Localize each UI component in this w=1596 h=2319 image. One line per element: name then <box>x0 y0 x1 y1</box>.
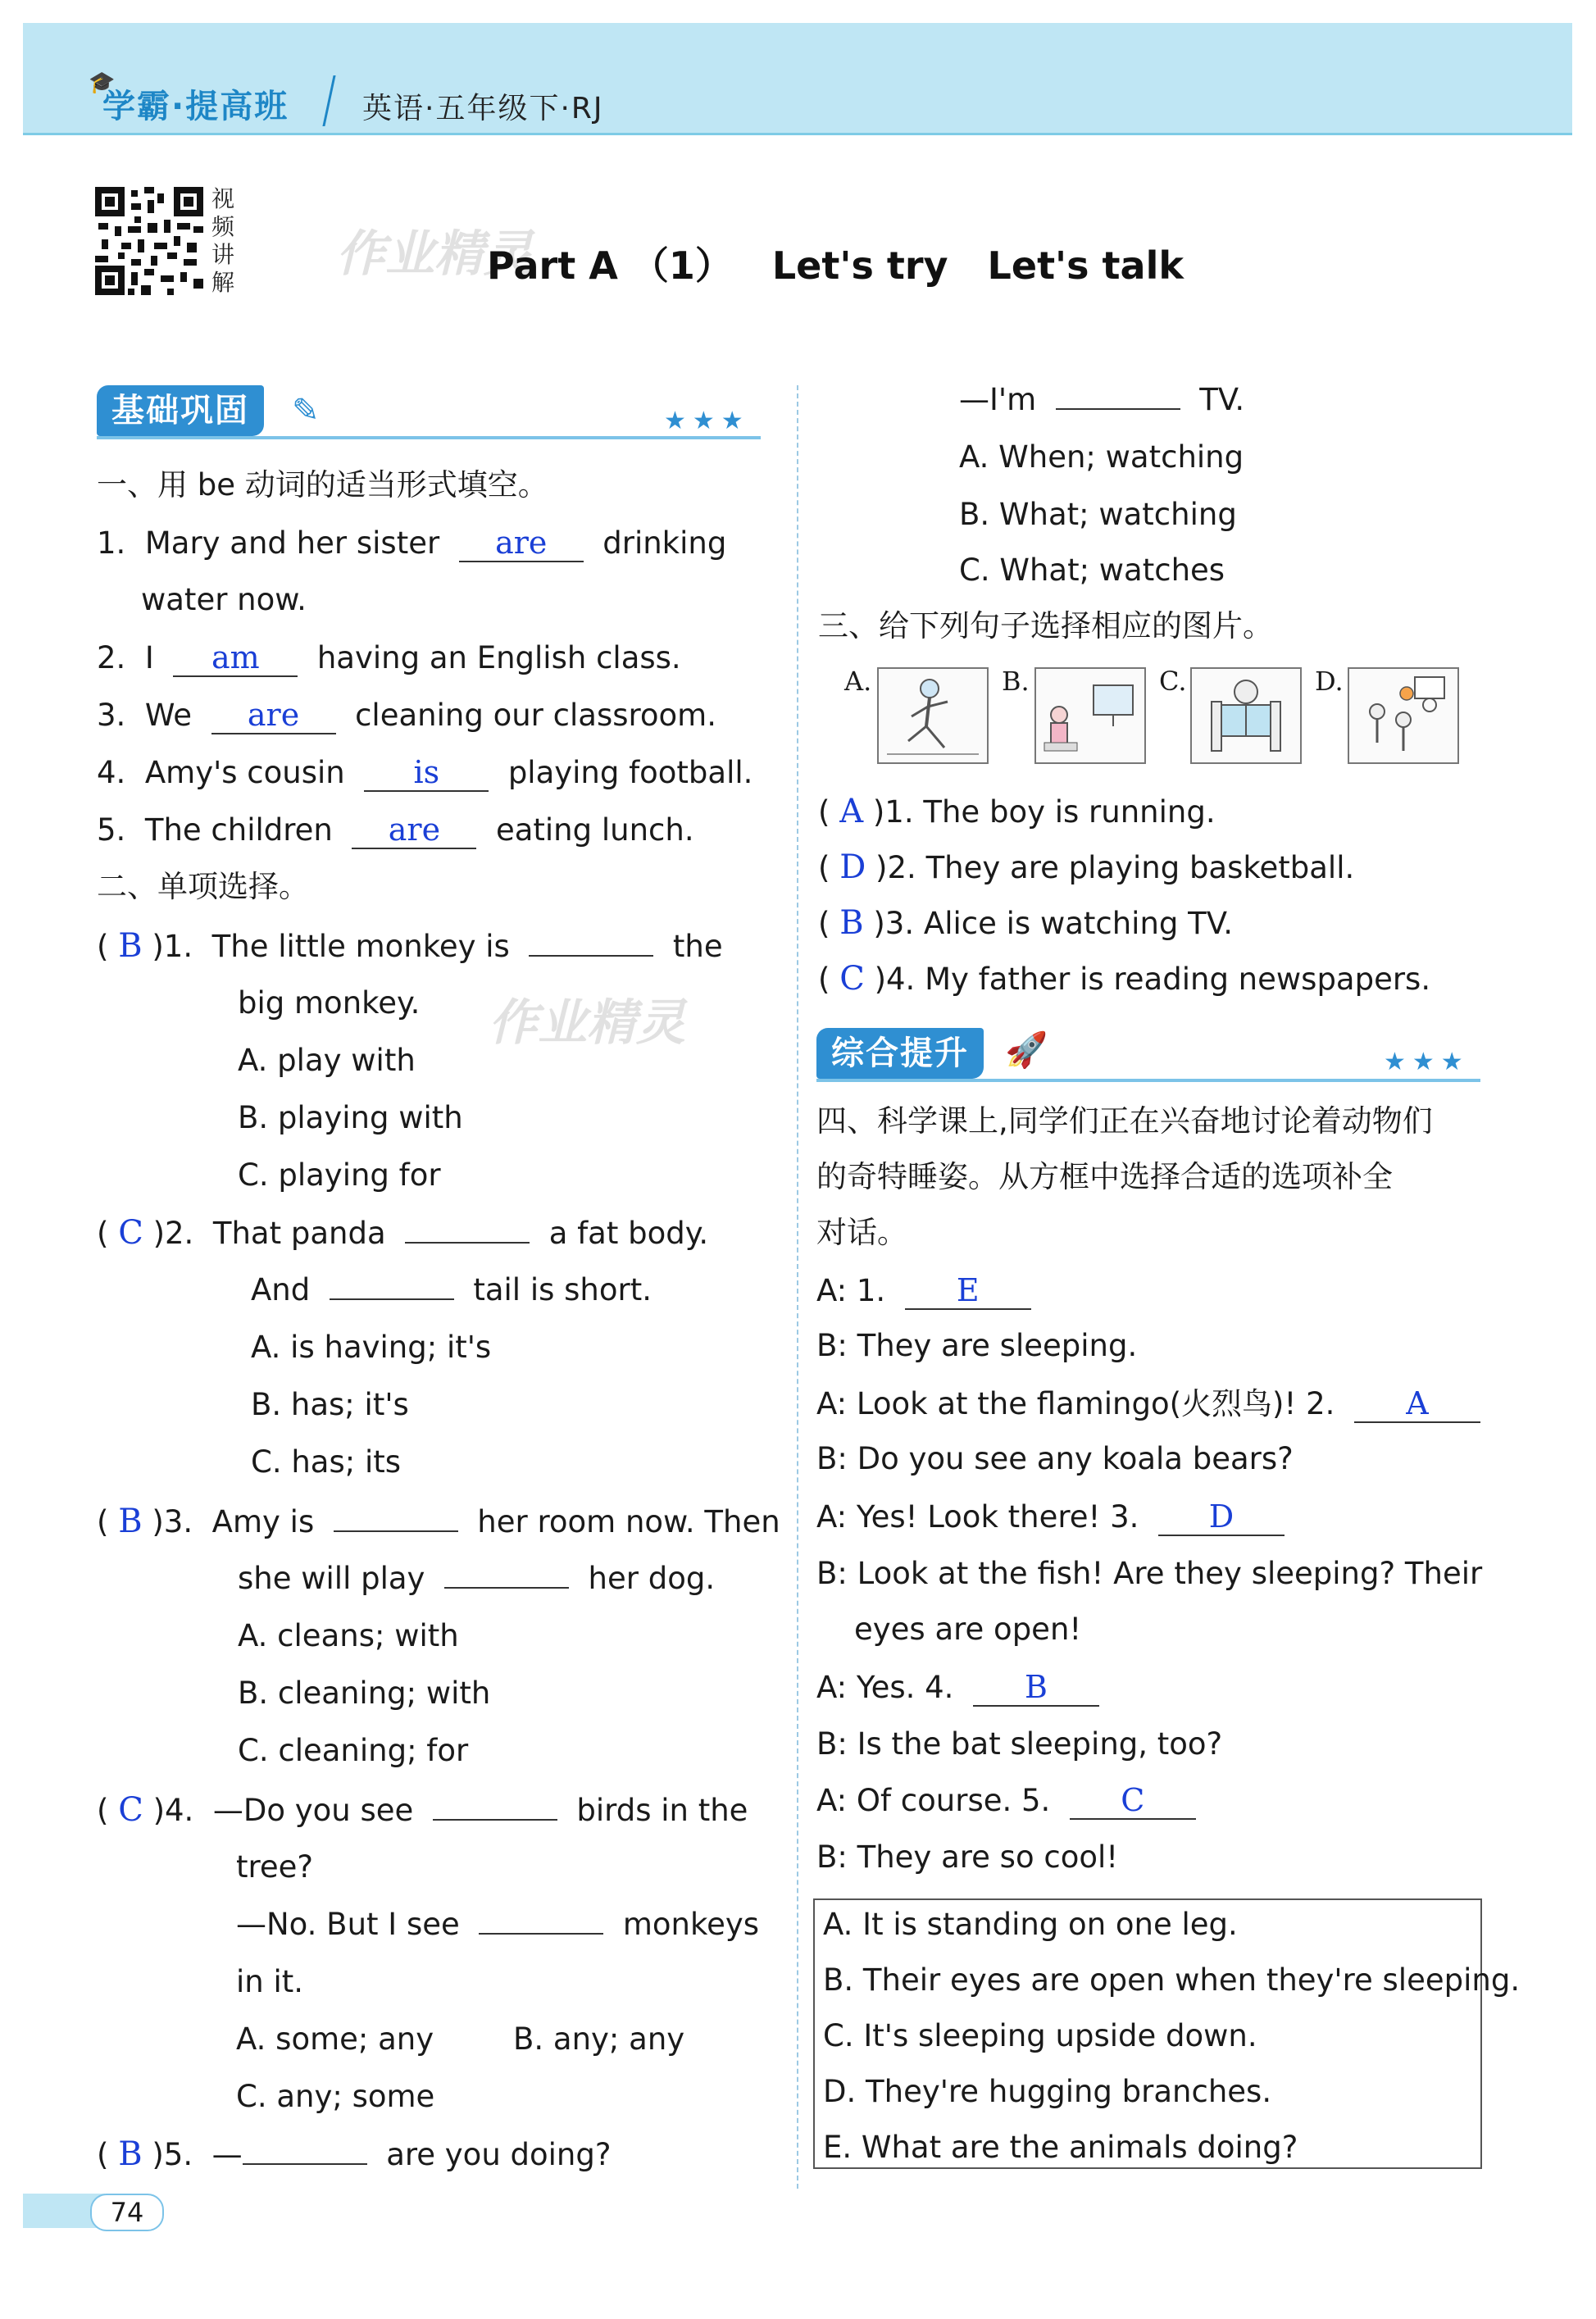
option-a[interactable]: A. play with <box>238 1043 416 1078</box>
item-text: Mary and her sister <box>144 525 440 561</box>
answer-blank[interactable]: are <box>352 812 476 849</box>
instruction-1: 一、用 be 动词的适当形式填空。 <box>97 467 548 502</box>
option-a[interactable]: A. When; watching <box>959 439 1244 475</box>
picture-watching-tv[interactable] <box>1034 667 1146 764</box>
mc-item-4: ( C )4. —Do you see birds in the <box>97 1791 748 1829</box>
answer-blank[interactable] <box>330 1298 454 1300</box>
option-c[interactable]: C. What; watches <box>959 552 1225 588</box>
option-c[interactable]: C. playing for <box>238 1157 441 1193</box>
option-c[interactable]: C. has; its <box>251 1444 402 1480</box>
item-text: her room now. Then <box>477 1504 780 1539</box>
match-item-3: ( B )3. Alice is watching TV. <box>818 904 1234 942</box>
answer-blank[interactable]: B <box>973 1669 1099 1707</box>
qr-caption: 视频讲解 <box>211 185 235 296</box>
option-a[interactable]: A. cleans; with <box>238 1618 459 1653</box>
dialog-line <box>816 1272 1031 1310</box>
item-text: The children <box>144 812 333 848</box>
fill-item-4 <box>97 754 753 792</box>
picture-running-boy[interactable] <box>877 667 989 764</box>
option-b[interactable]: B. cleaning; with <box>238 1676 491 1711</box>
item-text: And <box>251 1272 311 1307</box>
instruction-3: 三、给下列句子选择相应的图片。 <box>818 608 1273 643</box>
item-number: )1. <box>152 929 193 964</box>
picture-label-a: A. <box>844 666 872 697</box>
picture-label-c: C. <box>1159 666 1187 697</box>
running-boy-icon <box>879 669 987 762</box>
mc-item-4-cont: tree? <box>236 1849 314 1885</box>
option-b[interactable]: B. any; any <box>513 2021 685 2057</box>
answer-choice[interactable]: B <box>118 2135 143 2173</box>
item-text: are you doing? <box>386 2137 612 2172</box>
answer-blank[interactable] <box>479 1933 603 1935</box>
dialog-line: eyes are open! <box>854 1612 1082 1647</box>
item-text: playing football. <box>507 755 753 790</box>
answer-choice[interactable]: B <box>118 1503 143 1540</box>
answer-blank[interactable]: are <box>459 525 584 562</box>
item-text: I <box>144 640 154 675</box>
item-text: drinking <box>602 525 727 561</box>
item-text: she will play <box>238 1561 425 1596</box>
dialog-line <box>816 1498 1285 1536</box>
dialog-line: B: Is the bat sleeping, too? <box>816 1726 1223 1762</box>
item-text: a fat body. <box>548 1216 709 1251</box>
option-b[interactable]: B. has; it's <box>251 1387 409 1422</box>
dialog-line <box>816 1782 1196 1820</box>
item-number: 2. <box>97 640 126 675</box>
answer-blank[interactable] <box>433 1819 557 1821</box>
item-text: — <box>211 2137 243 2172</box>
box-option-a[interactable]: A. It is standing on one leg. <box>823 1907 1238 1942</box>
mc-item-2-cont <box>251 1272 652 1308</box>
match-item-4: ( C )4. My father is reading newspapers. <box>818 960 1431 998</box>
section-tag-basics: 基础巩固 <box>97 385 264 436</box>
instruction-4-line2: 的奇特睡姿。从方框中选择合适的选项补全 <box>816 1159 1393 1194</box>
answer-blank[interactable] <box>243 2163 367 2165</box>
qr-code-icon[interactable] <box>95 187 203 295</box>
dialog-line <box>816 1385 1480 1423</box>
answer-blank[interactable] <box>529 955 653 957</box>
box-option-e[interactable]: E. What are the animals doing? <box>823 2130 1298 2165</box>
instruction-4-line1: 四、科学课上,同学们正在兴奋地讨论着动物们 <box>816 1103 1433 1139</box>
picture-reading-newspaper[interactable] <box>1190 667 1302 764</box>
dialog-line <box>816 1669 1099 1707</box>
page-number: 74 <box>90 2194 164 2231</box>
answer-blank[interactable]: D <box>1158 1498 1285 1536</box>
item-text: —Do you see <box>212 1793 414 1828</box>
item-text: Alice is watching TV. <box>923 906 1234 941</box>
course-label: 英语·五年级下·RJ <box>362 92 604 125</box>
option-a[interactable]: A. is having; it's <box>251 1330 492 1365</box>
difficulty-stars: ★★★ <box>664 407 750 435</box>
item-number: 1. <box>97 525 126 561</box>
item-text: TV. <box>1199 382 1245 417</box>
answer-choice[interactable]: A <box>839 793 864 830</box>
dialog-text: A: Of course. 5. <box>816 1783 1051 1818</box>
item-text: having an English class. <box>316 640 681 675</box>
item-text: —No. But I see <box>236 1907 460 1942</box>
mc-item-4-cont2: in it. <box>236 1964 304 1999</box>
dialog-line: B: Look at the fish! Are they sleeping? Their <box>816 1556 1483 1591</box>
item-text: Amy's cousin <box>144 755 345 790</box>
item-text: eating lunch. <box>495 812 694 848</box>
option-c[interactable]: C. cleaning; for <box>238 1733 469 1768</box>
item-number: )2. <box>152 1216 194 1251</box>
rocket-icon: 🚀 <box>1005 1030 1048 1070</box>
brand-logo: 学霸·提高班 <box>102 88 289 125</box>
item-number: 5. <box>97 812 126 848</box>
instruction-2: 二、单项选择。 <box>97 869 309 904</box>
fill-item-1 <box>97 525 726 562</box>
picture-label-d: D. <box>1315 666 1344 697</box>
answer-choice[interactable]: B <box>839 904 864 942</box>
section-underline <box>97 436 761 439</box>
answer-blank[interactable]: are <box>211 697 336 734</box>
item-number: )5. <box>152 2137 193 2172</box>
fill-item-3 <box>97 697 716 734</box>
option-b[interactable]: B. What; watching <box>959 497 1237 532</box>
mc-item-2: ( C )2. That panda a fat body. <box>97 1214 709 1252</box>
dialog-text: A: 1. <box>816 1273 886 1308</box>
box-option-c[interactable]: C. It's sleeping upside down. <box>823 2018 1257 2053</box>
item-text: Amy is <box>211 1504 315 1539</box>
option-c[interactable]: C. any; some <box>236 2079 435 2114</box>
mc-item-3: ( B )3. Amy is her room now. Then <box>97 1503 780 1540</box>
difficulty-stars: ★★★ <box>1384 1048 1470 1076</box>
fill-item-2 <box>97 639 681 677</box>
answer-blank[interactable] <box>334 1530 458 1532</box>
answer-blank[interactable]: E <box>905 1272 1031 1310</box>
box-option-d[interactable]: D. They're hugging branches. <box>823 2074 1272 2109</box>
item-text: birds in the <box>576 1793 748 1828</box>
dialog-line: B: They are so cool! <box>816 1839 1119 1875</box>
item-number: 3. <box>97 698 126 733</box>
mc-item-5: ( B )5. — are you doing? <box>97 2135 612 2173</box>
item-text: —I'm <box>959 382 1037 417</box>
match-item-1: ( A )1. The boy is running. <box>818 793 1216 830</box>
box-option-b[interactable]: B. Their eyes are open when they're sleeping. <box>823 1962 1521 1998</box>
answer-blank[interactable] <box>1056 408 1180 410</box>
basketball-icon <box>1349 669 1457 762</box>
mc-item-3-cont <box>238 1561 715 1597</box>
item-text: They are playing basketball. <box>925 850 1355 885</box>
option-b[interactable]: B. playing with <box>238 1100 463 1135</box>
answer-choice[interactable]: C <box>118 1214 143 1252</box>
dialog-text: A: Look at the flamingo(火烈鸟)! 2. <box>816 1386 1335 1421</box>
item-text: tail is short. <box>473 1272 652 1307</box>
answer-blank[interactable]: is <box>364 754 489 792</box>
dialog-text: A: Yes! Look there! 3. <box>816 1499 1139 1535</box>
tv-icon <box>1036 669 1144 762</box>
mc-item-1: ( B )1. The little monkey is the <box>97 927 723 965</box>
fill-item-1-cont: water now. <box>141 582 307 617</box>
item-text: the <box>672 929 723 964</box>
picture-label-b: B. <box>1002 666 1030 697</box>
item-text: her dog. <box>588 1561 716 1596</box>
instruction-4-line3: 对话。 <box>816 1215 907 1250</box>
page-title: Part A （1） Let's try Let's talk <box>487 243 1184 288</box>
item-text: We <box>144 698 193 733</box>
column-divider <box>797 385 798 2189</box>
item-text: cleaning our classroom. <box>355 698 716 733</box>
answer-choice[interactable]: B <box>118 927 143 965</box>
dialog-text: A: Yes. 4. <box>816 1670 954 1705</box>
mc-item-4-reply <box>236 1907 759 1943</box>
dialog-line: B: Do you see any koala bears? <box>816 1441 1294 1476</box>
watermark: 作业精灵 <box>336 225 533 283</box>
section-underline <box>816 1079 1480 1082</box>
answer-blank[interactable] <box>444 1587 569 1589</box>
item-text: That panda <box>212 1216 386 1251</box>
option-a[interactable]: A. some; any <box>236 2021 434 2057</box>
item-number: )3. <box>873 906 915 941</box>
answer-choice[interactable]: D <box>839 848 866 886</box>
picture-playing-basketball[interactable] <box>1348 667 1459 764</box>
newspaper-icon <box>1192 669 1300 762</box>
answer-blank[interactable]: am <box>173 639 298 677</box>
answer-blank[interactable]: A <box>1354 1385 1480 1423</box>
item-number: )4. <box>874 962 916 997</box>
item-text: The little monkey is <box>211 929 510 964</box>
section-tag-advanced: 综合提升 <box>816 1028 984 1079</box>
dialog-line: B: They are sleeping. <box>816 1328 1138 1363</box>
item-number: 4. <box>97 755 126 790</box>
item-text: monkeys <box>622 1907 760 1942</box>
item-number: )4. <box>152 1793 194 1828</box>
fill-item-5 <box>97 812 694 849</box>
item-text: The boy is running. <box>923 794 1216 830</box>
answer-choice[interactable]: C <box>118 1791 143 1829</box>
mc-item-5-reply <box>959 382 1244 418</box>
item-text: My father is reading newspapers. <box>925 962 1431 997</box>
watermark: 作业精灵 <box>489 994 685 1052</box>
item-number: )3. <box>152 1504 193 1539</box>
mc-item-1-cont: big monkey. <box>238 985 421 1021</box>
answer-blank[interactable]: C <box>1070 1782 1196 1820</box>
answer-blank[interactable] <box>405 1242 530 1244</box>
pencil-icon: ✎ <box>292 392 320 430</box>
item-number: )1. <box>872 794 914 830</box>
graduation-cap-icon: 🎓 <box>89 70 116 95</box>
match-item-2: ( D )2. They are playing basketball. <box>818 848 1355 886</box>
answer-choice[interactable]: C <box>839 960 865 998</box>
item-number: )2. <box>875 850 916 885</box>
